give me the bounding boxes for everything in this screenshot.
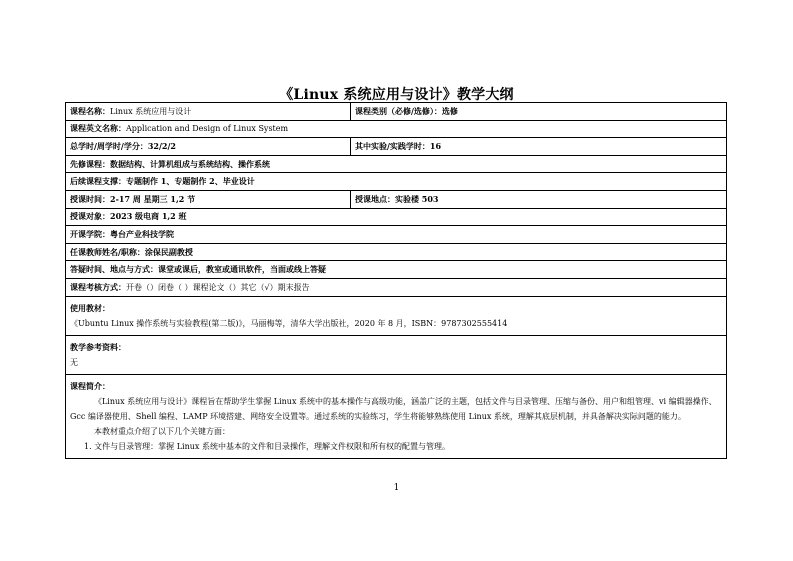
- row-teacher: [66, 243, 727, 261]
- location-cell: [351, 190, 727, 208]
- time-cell: [66, 190, 351, 208]
- college-value: 粤台产业科技学院: [110, 228, 174, 239]
- course-type-label: 课程类别（必修/选修）：: [355, 105, 442, 116]
- references-cell: [66, 335, 727, 374]
- lab-hours-cell: [351, 138, 727, 156]
- lab-hours-value: 16: [429, 140, 442, 151]
- qa-cell: [66, 261, 727, 279]
- course-name-label: 课程名称：: [70, 105, 110, 116]
- followup-cell: [66, 173, 727, 191]
- row-intro: [66, 374, 727, 458]
- target-label: 授课对象：: [70, 211, 110, 222]
- assessment-value: 开卷（）闭卷（ ）课程论文（）其它（√）期末报告: [126, 282, 310, 292]
- lab-hours-label: 其中实验/实践学时：: [355, 140, 430, 151]
- assessment-label: 课程考核方式：: [70, 281, 126, 292]
- target-cell: [66, 208, 727, 226]
- row-target: [66, 208, 727, 226]
- intro-key-aspects: 本教材重点介绍了以下几个关键方面：: [94, 426, 230, 436]
- page-number: 1: [393, 483, 400, 493]
- course-name-value: Linux 系统应用与设计: [110, 106, 192, 116]
- row-assessment: [66, 278, 727, 296]
- english-name-value: Application and Design of Linux System: [126, 124, 289, 134]
- hours-value: 32/2/2: [147, 140, 176, 151]
- followup-label: 后续课程支撑：: [70, 176, 126, 187]
- prereq-cell: [66, 155, 727, 173]
- hours-label: 总学时/周学时/学分：: [70, 140, 148, 151]
- prereq-label: 先修课程：: [70, 158, 110, 169]
- intro-paragraph: 《Linux 系统应用与设计》课程旨在帮助学生掌握 Linux 系统中的基本操作与高级功能，涵盖广泛的主题，包括文件与目录管理、压缩与备份、用户和组管理、vi 编辑器操作、Gcc 编译器使用、Shell 编程、LAMP 环境搭建、网络安全设置等。通过系统的实验练习，学生将能够熟练使用 Linux 系统，理解其底层机制，并具备解决实际问题的能力。: [70, 396, 717, 421]
- hours-cell: [66, 138, 351, 156]
- location-value: 实验楼 503: [395, 193, 439, 204]
- references-value: 无: [70, 357, 78, 367]
- location-label: 授课地点：: [355, 193, 395, 204]
- teacher-value: 涂保民副教授: [144, 246, 193, 257]
- followup-value: 专题制作 1、专题制作 2、毕业设计: [126, 176, 255, 187]
- row-college: [66, 226, 727, 244]
- row-references: [66, 335, 727, 374]
- intro-label: 课程简介：: [70, 380, 110, 391]
- row-followup: [66, 173, 727, 191]
- course-type-value: 选修: [441, 105, 458, 116]
- row-course-name: [66, 103, 727, 121]
- references-label: 教学参考资料：: [70, 341, 126, 352]
- english-name-cell: [66, 120, 727, 138]
- target-value: 2023 级电商 1,2 班: [110, 211, 187, 222]
- english-name-label: 课程英文名称：: [70, 123, 126, 134]
- course-name-cell: [66, 103, 351, 121]
- course-type-cell: [351, 103, 727, 121]
- intro-item-1: 1. 文件与目录管理：掌握 Linux 系统中基本的文件和目录操作，理解文件权限和所有权的配置与管理。: [84, 441, 450, 451]
- textbook-value: 《Ubuntu Linux 操作系统与实验教程(第二版)》，马丽梅等，清华大学出版社，2020 年 8 月，ISBN：9787302555414: [70, 318, 508, 328]
- assessment-cell: [66, 278, 727, 296]
- qa-label: 答疑时间、地点与方式：: [70, 264, 158, 275]
- row-english-name: [66, 120, 727, 138]
- prereq-value: 数据结构、计算机组成与系统结构、操作系统: [110, 158, 270, 169]
- teacher-cell: [66, 243, 727, 261]
- time-label: 授课时间：: [70, 193, 110, 204]
- row-prereq: [66, 155, 727, 173]
- syllabus-table: [65, 102, 727, 459]
- intro-cell: [66, 374, 727, 458]
- time-value: 2-17 周 星期三 1,2 节: [110, 193, 196, 204]
- college-cell: [66, 226, 727, 244]
- textbook-cell: [66, 296, 727, 335]
- row-qa: [66, 261, 727, 279]
- row-time: [66, 190, 727, 208]
- document-title: 《Linux 系统应用与设计》教学大纲: [279, 87, 514, 103]
- row-textbook: [66, 296, 727, 335]
- college-label: 开课学院：: [70, 228, 110, 239]
- row-hours: [66, 138, 727, 156]
- teacher-label: 任课教师姓名/职称：: [70, 246, 145, 257]
- textbook-label: 使用教材：: [70, 302, 110, 313]
- qa-value: 课堂或课后，教室或通讯软件，当面或线上答疑: [158, 264, 326, 275]
